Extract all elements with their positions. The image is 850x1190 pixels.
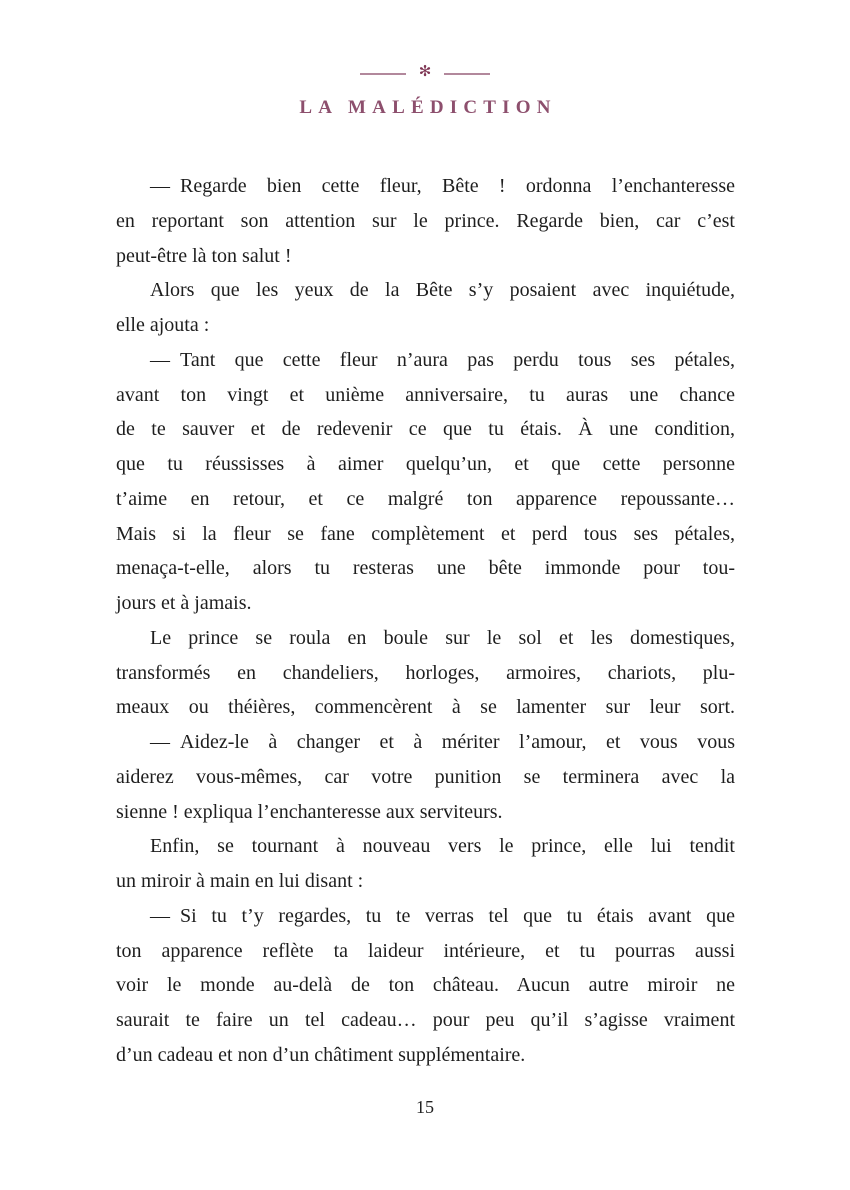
text-line: aiderez vous-mêmes, car votre punition se terminera avec la [116, 765, 735, 788]
text-line: ton apparence reflète ta laideur intérieure, et tu pourras aussi [116, 939, 735, 962]
paragraph [116, 169, 735, 273]
text-line: Le prince se roula en boule sur le sol et les domestiques, [150, 626, 735, 649]
text-line: — Si tu t’y regardes, tu te verras tel que tu étais avant que [150, 904, 735, 927]
text-line: elle ajouta : [116, 314, 210, 336]
text-line: que tu réussisses à aimer quelqu’un, et que cette personne [116, 453, 735, 475]
paragraph [116, 899, 735, 1073]
text-line: t’aime en retour, et ce malgré ton apparence repoussante… [116, 487, 735, 510]
text-line: Enfin, se tournant à nouveau vers le prince, elle lui tendit [150, 835, 735, 858]
text-line: meaux ou théières, commencèrent à se lamenter sur leur sort. [116, 696, 735, 719]
paragraph [116, 273, 735, 343]
paragraph [116, 725, 735, 829]
text-line: Alors que les yeux de la Bête s’y posaient avec inquiétude, [150, 279, 735, 302]
text-line: d’un cadeau et non d’un châtiment supplémentaire. [116, 1043, 526, 1066]
text-line: menaça-t-elle, alors tu resteras une bête immonde pour tou- [116, 557, 735, 580]
text-line: peut-être là ton salut ! [116, 244, 292, 267]
paragraph [116, 343, 735, 621]
chapter-title: LA MALÉDICTION [299, 97, 557, 118]
text-line: — Tant que cette fleur n’aura pas perdu tous ses pétales, [150, 348, 735, 371]
text-line: Mais si la fleur se fane complètement et perd tous ses pétales, [116, 522, 735, 545]
text-line: un miroir à main en lui disant : [116, 870, 364, 892]
text-line: saurait te faire un tel cadeau… pour peu qu’il s’agisse vraiment [116, 1009, 735, 1031]
text-line: avant ton vingt et unième anniversaire, tu auras une chance [116, 383, 735, 406]
text-line: jours et à jamais. [116, 592, 252, 614]
text-line: voir le monde au-delà de ton château. Aucun autre miroir ne [116, 974, 735, 997]
paragraph [116, 621, 735, 725]
paragraph [116, 829, 735, 899]
page-number: 15 [416, 1097, 434, 1117]
ornament-line-left [360, 73, 406, 75]
text-line: de te sauver et de redevenir ce que tu étais. À une condition, [116, 418, 735, 441]
text-line: transformés en chandeliers, horloges, armoires, chariots, plu- [116, 661, 735, 684]
body-text [116, 169, 735, 1073]
ornament-line-right [444, 73, 490, 75]
text-line: en reportant son attention sur le prince. Regarde bien, car c’est [116, 209, 735, 232]
text-line: sienne ! expliqua l’enchanteresse aux serviteurs. [116, 800, 503, 823]
text-line: — Regarde bien cette fleur, Bête ! ordonna l’enchanteresse [150, 175, 735, 197]
text-line: — Aidez-le à changer et à mériter l’amour, et vous vous [150, 731, 735, 753]
chapter-ornament [0, 66, 850, 81]
flower-icon: ✻ [418, 64, 432, 80]
